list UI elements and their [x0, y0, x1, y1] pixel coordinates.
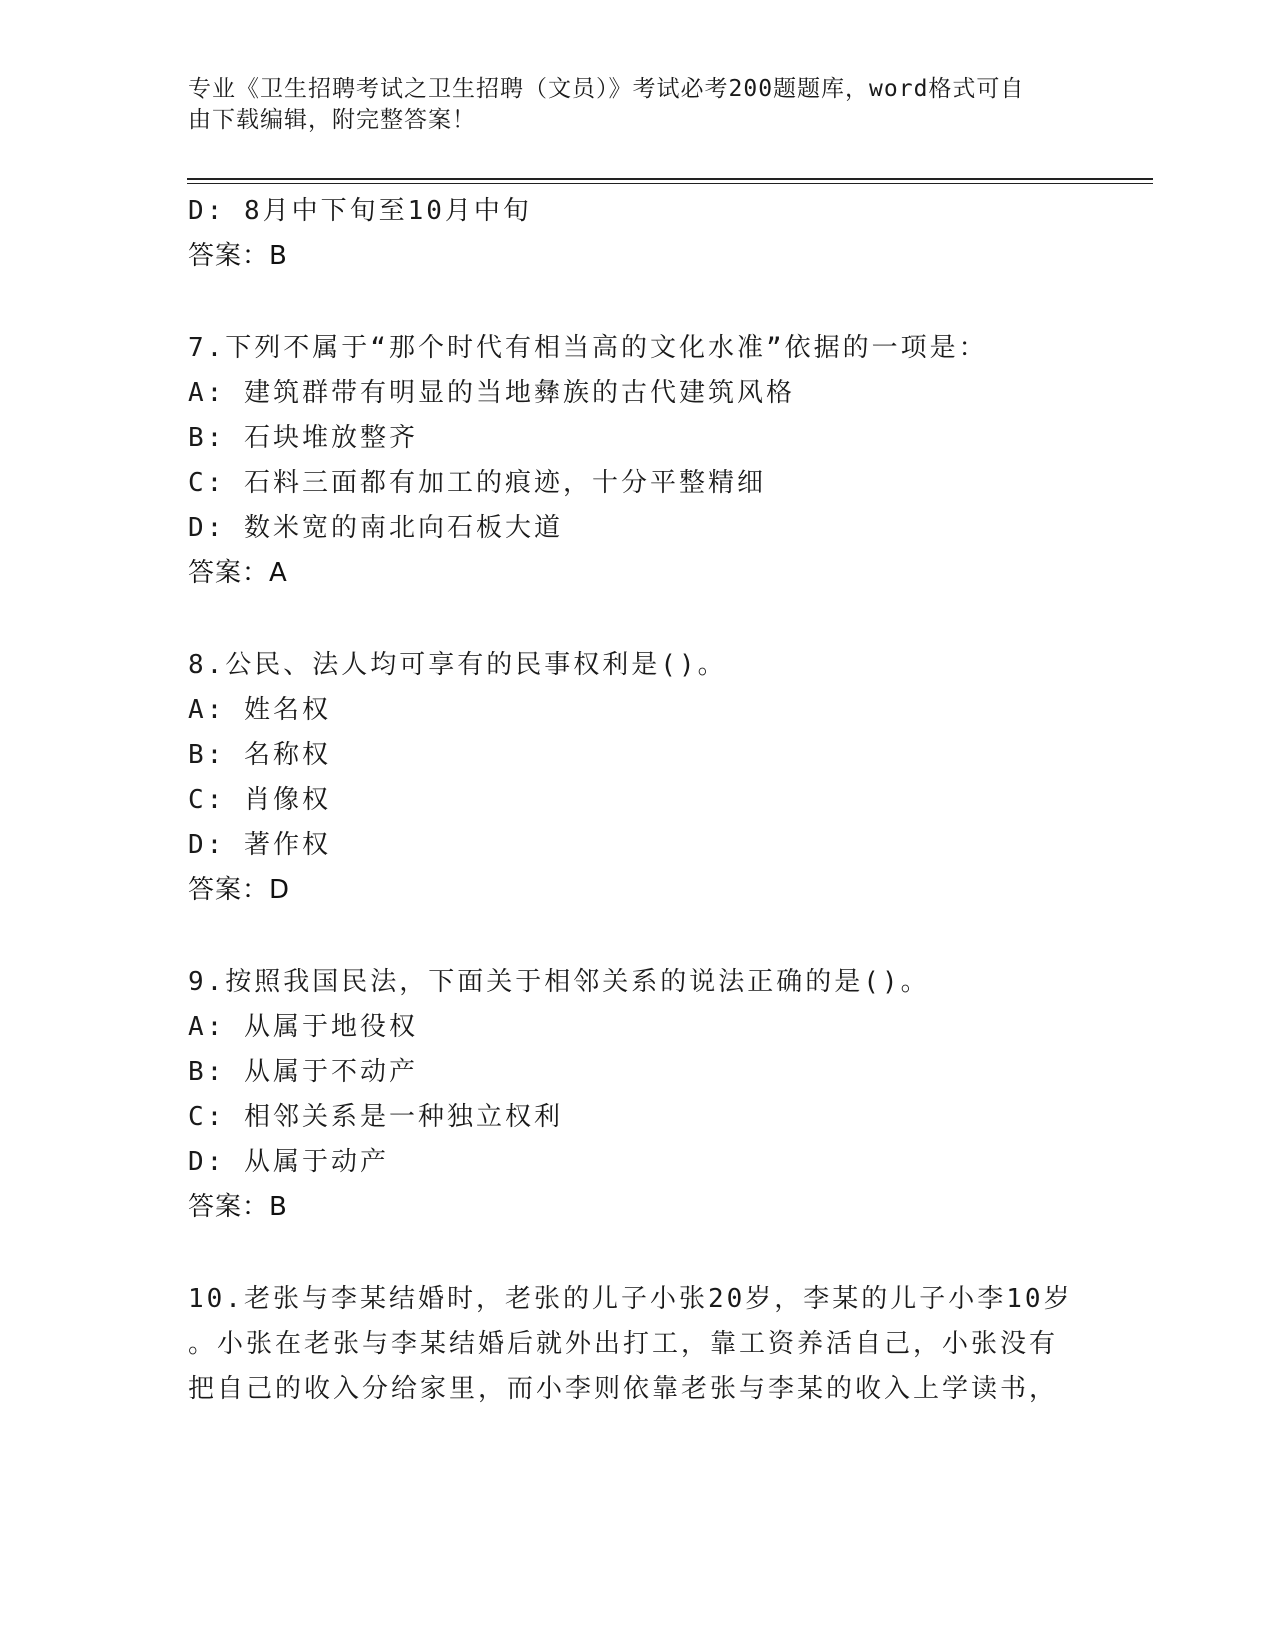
question-text-line-1: 10.老张与李某结婚时，老张的儿子小张20岁，李某的儿子小李10岁 — [188, 1284, 1073, 1314]
option-d: D: 从属于动产 — [188, 1147, 389, 1177]
option-a: A: 建筑群带有明显的当地彝族的古代建筑风格 — [188, 378, 795, 408]
question-6 — [188, 189, 1088, 279]
option-b: B: 名称权 — [188, 740, 331, 770]
question-text-line-2: 。小张在老张与李某结婚后就外出打工，靠工资养活自己，小张没有 — [188, 1329, 1059, 1359]
option-a: A: 姓名权 — [188, 695, 331, 725]
question-7 — [188, 326, 1088, 596]
answer-line: 答案：D — [188, 875, 291, 905]
document-body — [188, 189, 1088, 1412]
header-line-1: 专业《卫生招聘考试之卫生招聘（文员）》考试必考200题题库，word格式可自 — [188, 76, 1025, 102]
option-c: C: 石料三面都有加工的痕迹，十分平整精细 — [188, 468, 766, 498]
header-line-2: 由下载编辑，附完整答案！ — [188, 107, 476, 133]
question-9 — [188, 960, 1088, 1230]
question-text: 8.公民、法人均可享有的民事权利是()。 — [188, 650, 727, 680]
option-d: D: 数米宽的南北向石板大道 — [188, 513, 563, 543]
question-text-line-3: 把自己的收入分给家里，而小李则依靠老张与李某的收入上学读书， — [188, 1374, 1059, 1404]
question-10 — [188, 1277, 1088, 1412]
option-c: C: 相邻关系是一种独立权利 — [188, 1102, 563, 1132]
question-text: 7.下列不属于“那个时代有相当高的文化水准”依据的一项是： — [188, 333, 988, 363]
header-divider-thick — [187, 178, 1153, 180]
option-d: D: 著作权 — [188, 830, 331, 860]
question-8 — [188, 643, 1088, 913]
option-c: C: 肖像权 — [188, 785, 331, 815]
header-divider-thin — [187, 183, 1153, 184]
question-text: 9.按照我国民法，下面关于相邻关系的说法正确的是()。 — [188, 967, 930, 997]
option-a: A: 从属于地役权 — [188, 1012, 418, 1042]
answer-line: 答案：A — [188, 558, 288, 588]
option-b: B: 从属于不动产 — [188, 1057, 418, 1087]
answer-line: 答案：B — [188, 1192, 288, 1222]
option-d: D: 8月中下旬至10月中旬 — [188, 196, 532, 226]
answer-line: 答案：B — [188, 241, 288, 271]
option-b: B: 石块堆放整齐 — [188, 423, 418, 453]
document-header — [188, 74, 1088, 136]
